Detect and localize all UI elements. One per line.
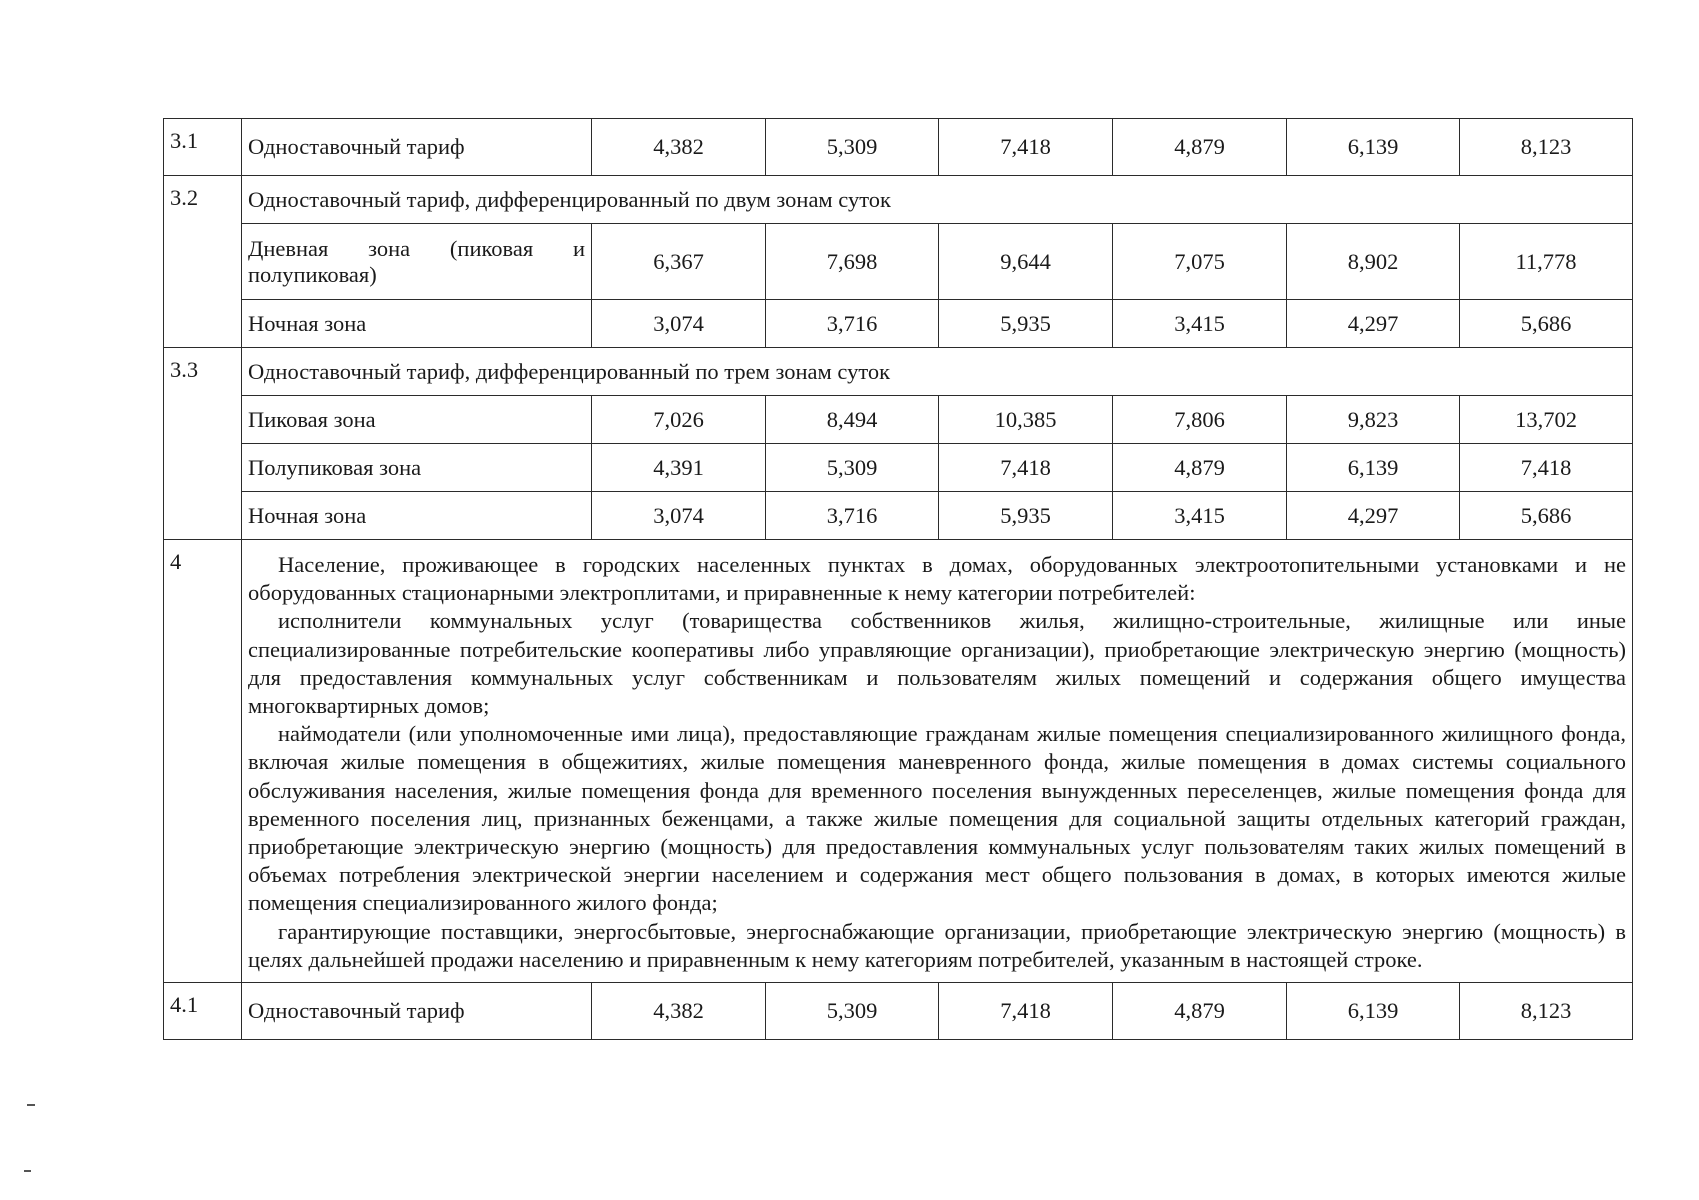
- table-row: [164, 540, 1633, 983]
- row-code: 4.1: [164, 983, 242, 1040]
- tariff-value: 7,026: [592, 396, 766, 444]
- row-code: 4: [164, 540, 242, 983]
- description-paragraph: наймодатели (или уполномоченные ими лица), предоставляющие гражданам жилые помещения специализированного жилищного фонда, включая жилые помещения в общежитиях, жилые помещения маневренного фонда, жилые помещения в домах системы социального обслуживания населения, жилые помещения фонда для временного поселения вынужденных переселенцев, жилые помещения фонда для временного поселения лиц, признанных беженцами, а также жилые помещения для социальной защиты отдельных категорий граждан, приобретающие электрическую энергию (мощность) для предоставления коммунальных услуг пользователям таких жилых помещений в объемах потребления электрической энергии населением и содержания мест общего пользования в домах, в которых имеются жилые помещения специализированного жилого фонда;: [248, 721, 1626, 916]
- row-label: Полупиковая зона: [242, 444, 592, 492]
- category-description: [242, 540, 1633, 983]
- tariff-value: 9,823: [1287, 396, 1460, 444]
- tariff-value: 8,494: [766, 396, 939, 444]
- tariff-value: 4,297: [1287, 492, 1460, 540]
- tariff-value: 5,686: [1460, 300, 1633, 348]
- tariff-value: 7,698: [766, 224, 939, 300]
- tariff-value: 5,935: [939, 492, 1113, 540]
- table-row: [164, 396, 1633, 444]
- tariff-value: 3,716: [766, 300, 939, 348]
- tariff-value: 4,382: [592, 983, 766, 1040]
- tariff-value: 7,418: [939, 983, 1113, 1040]
- tariff-value: 10,385: [939, 396, 1113, 444]
- tariff-value: 6,139: [1287, 983, 1460, 1040]
- tariff-value: 13,702: [1460, 396, 1633, 444]
- tariff-value: 7,418: [939, 444, 1113, 492]
- tariff-value: 4,879: [1113, 119, 1287, 176]
- table-row: [164, 444, 1633, 492]
- row-code: 3.3: [164, 348, 242, 540]
- description-paragraph: гарантирующие поставщики, энергосбытовые, энергоснабжающие организации, приобретающие электрическую энергию (мощность) в целях дальнейшей продажи населению и приравненным к нему категориям потребителей, указанным в настоящей строке.: [248, 918, 1626, 972]
- tariff-value: 11,778: [1460, 224, 1633, 300]
- row-label: Дневная зона (пиковая и полупиковая): [242, 224, 592, 300]
- row-code: 3.2: [164, 176, 242, 348]
- tariff-value: 5,935: [939, 300, 1113, 348]
- section-label: Одноставочный тариф, дифференцированный по двум зонам суток: [242, 176, 1633, 224]
- tariff-value: 4,879: [1113, 444, 1287, 492]
- tariff-value: 3,074: [592, 492, 766, 540]
- tariff-value: 5,686: [1460, 492, 1633, 540]
- tariff-value: 7,806: [1113, 396, 1287, 444]
- tariff-value: 4,879: [1113, 983, 1287, 1040]
- scan-mark: [27, 1104, 35, 1106]
- table-row: [164, 492, 1633, 540]
- table-row: [164, 224, 1633, 300]
- tariff-value: 4,297: [1287, 300, 1460, 348]
- row-label: Ночная зона: [242, 300, 592, 348]
- row-label: Ночная зона: [242, 492, 592, 540]
- table-row: [164, 119, 1633, 176]
- tariff-value: 5,309: [766, 983, 939, 1040]
- tariff-table: [163, 118, 1633, 1040]
- tariff-value: 8,123: [1460, 119, 1633, 176]
- tariff-value: 5,309: [766, 119, 939, 176]
- description-paragraph: Население, проживающее в городских населенных пунктах в домах, оборудованных электроотопительными установками и не оборудованных стационарными электроплитами, и приравненные к нему категории потребителей:: [248, 552, 1626, 606]
- tariff-value: 7,418: [939, 119, 1113, 176]
- tariff-value: 7,075: [1113, 224, 1287, 300]
- tariff-value: 5,309: [766, 444, 939, 492]
- tariff-value: 4,382: [592, 119, 766, 176]
- table-row: [164, 983, 1633, 1040]
- tariff-value: 6,139: [1287, 444, 1460, 492]
- tariff-value: 7,418: [1460, 444, 1633, 492]
- tariff-value: 8,902: [1287, 224, 1460, 300]
- row-code: 3.1: [164, 119, 242, 176]
- tariff-value: 3,415: [1113, 300, 1287, 348]
- table-row: [164, 348, 1633, 396]
- tariff-value: 8,123: [1460, 983, 1633, 1040]
- table-row: [164, 300, 1633, 348]
- tariff-value: 3,074: [592, 300, 766, 348]
- table-row: [164, 176, 1633, 224]
- row-label: Одноставочный тариф: [242, 983, 592, 1040]
- tariff-value: 3,716: [766, 492, 939, 540]
- tariff-value: 9,644: [939, 224, 1113, 300]
- tariff-value: 6,367: [592, 224, 766, 300]
- tariff-value: 4,391: [592, 444, 766, 492]
- section-label: Одноставочный тариф, дифференцированный по трем зонам суток: [242, 348, 1633, 396]
- row-label: Одноставочный тариф: [242, 119, 592, 176]
- row-label: Пиковая зона: [242, 396, 592, 444]
- tariff-value: 3,415: [1113, 492, 1287, 540]
- tariff-value: 6,139: [1287, 119, 1460, 176]
- scan-mark: [24, 1170, 31, 1172]
- description-paragraph: исполнители коммунальных услуг (товарищества собственников жилья, жилищно-строительные, жилищные или иные специализированные потребительские кооперативы либо управляющие организации), приобретающие электрическую энергию (мощность) для предоставления коммунальных услуг собственникам и пользователям жилых помещений и содержания общего имущества многоквартирных домов;: [248, 608, 1626, 719]
